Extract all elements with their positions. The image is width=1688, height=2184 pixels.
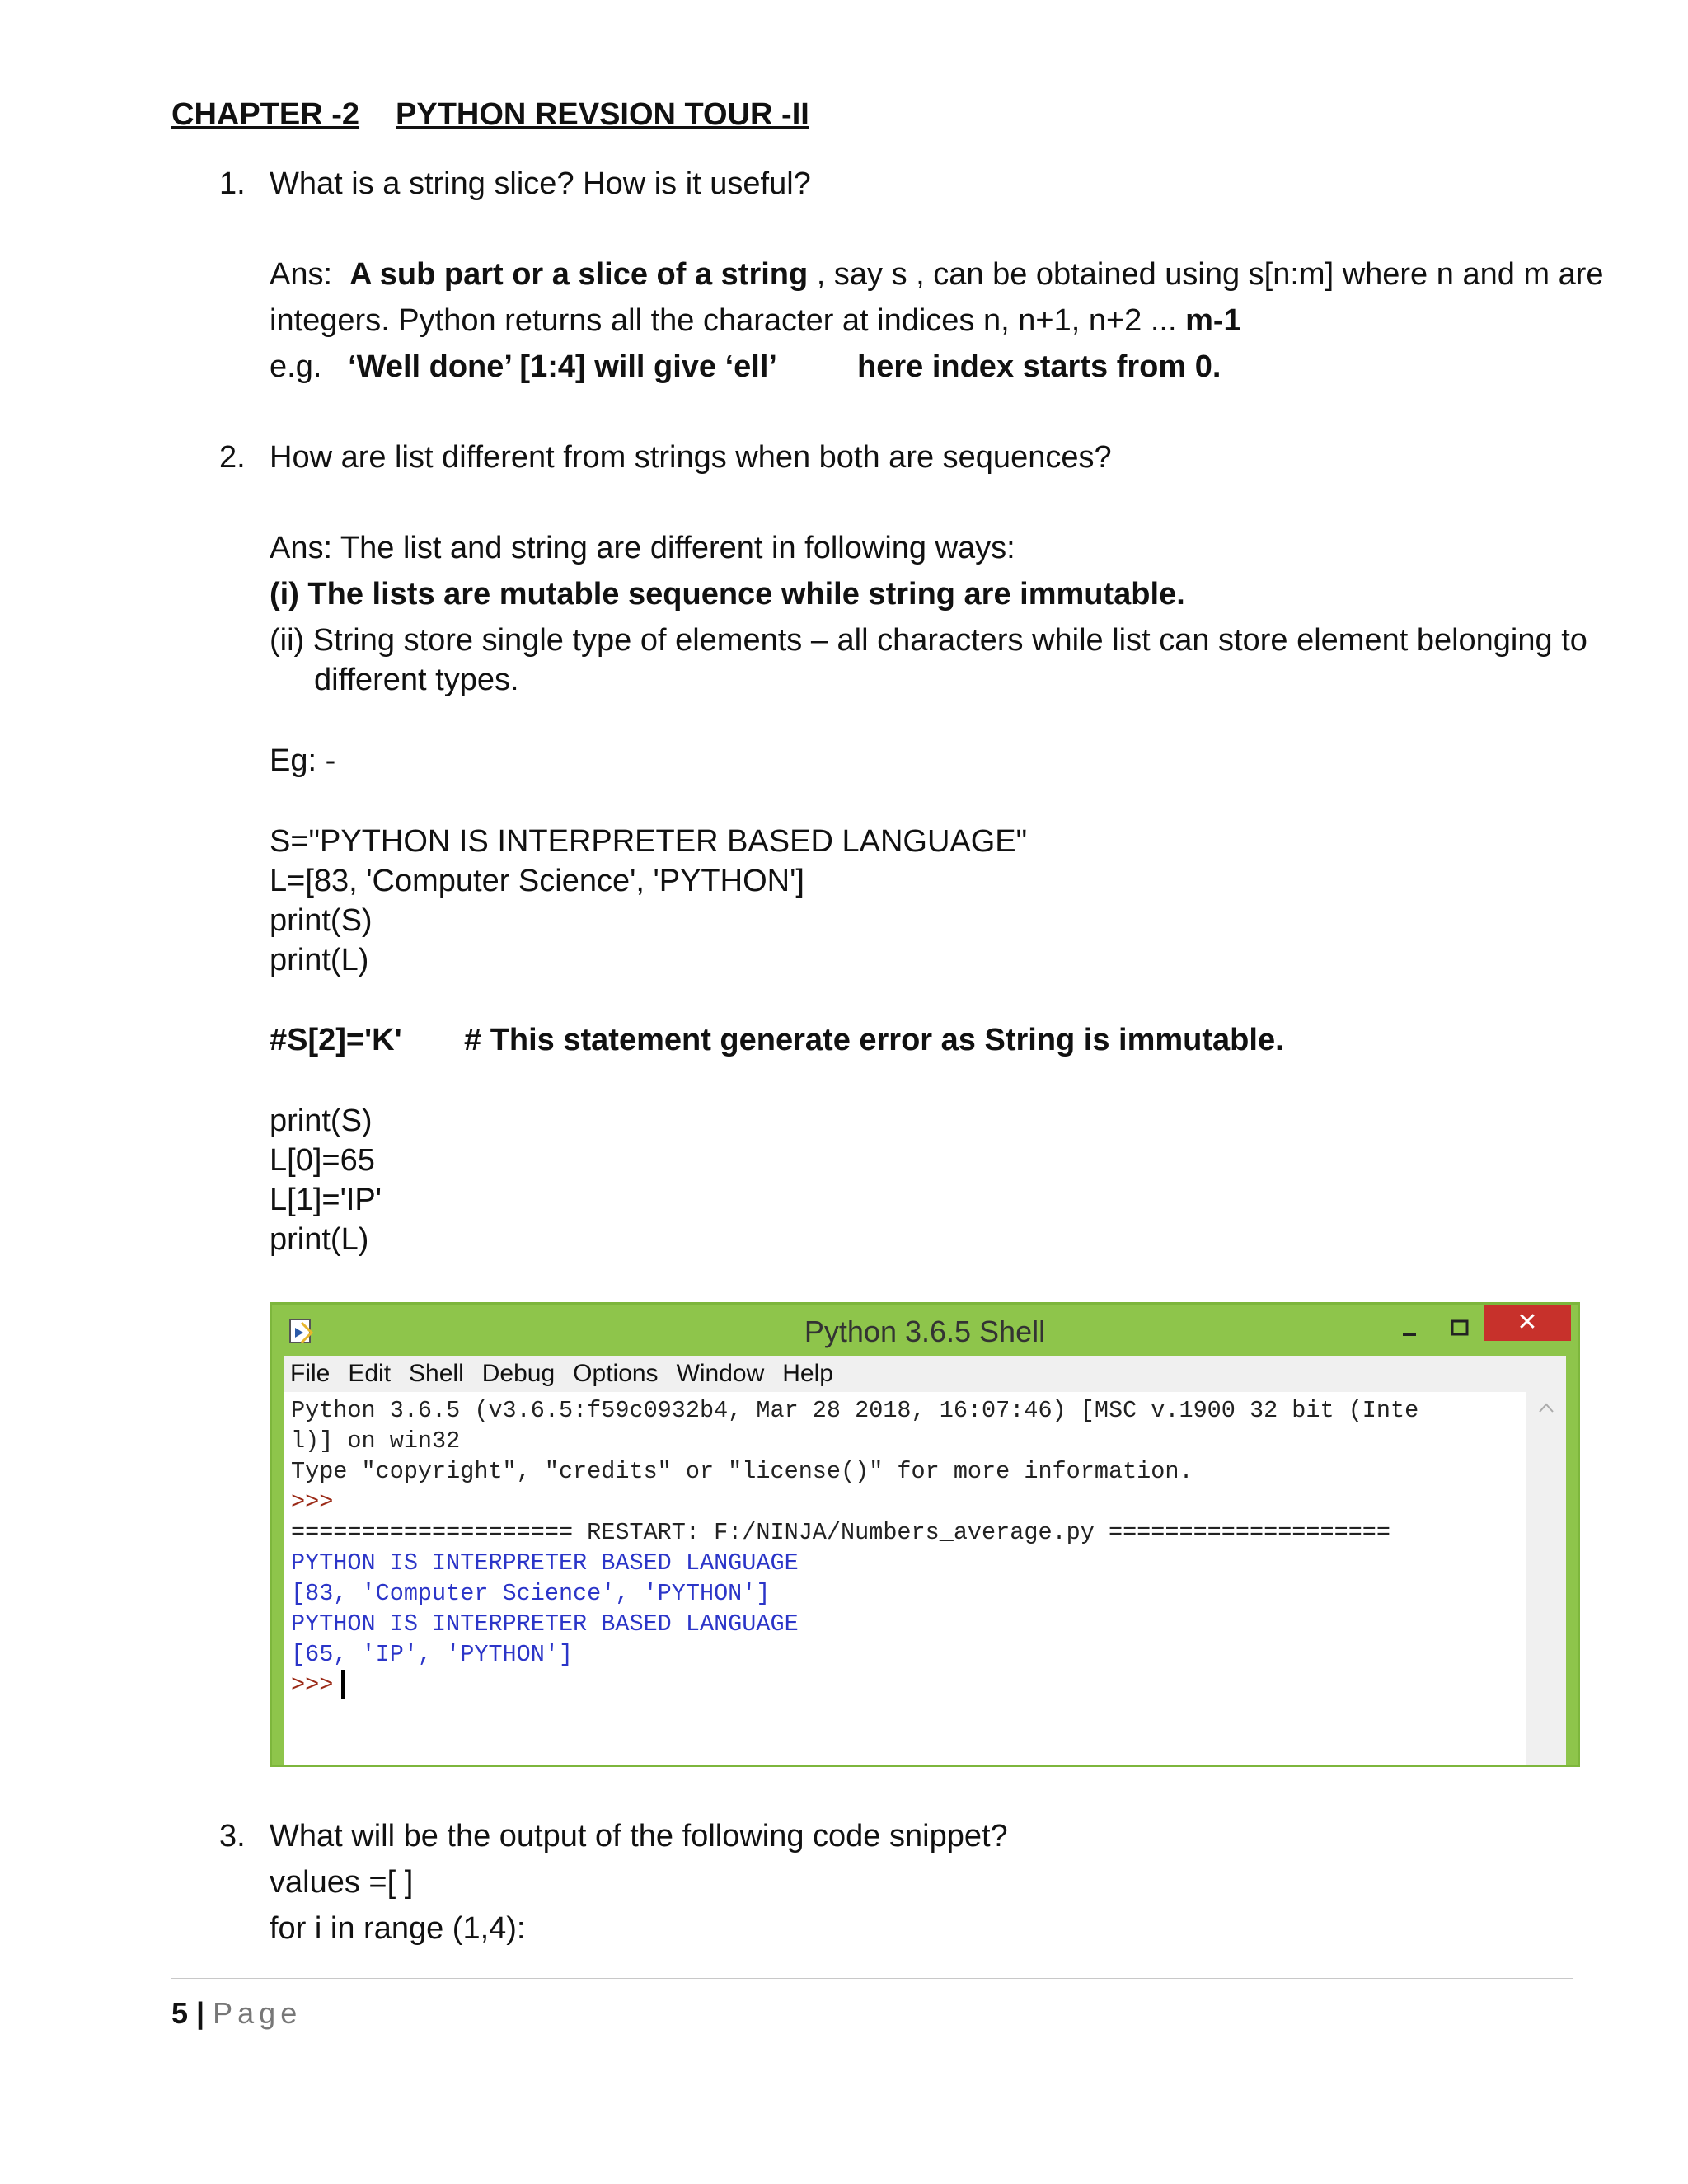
q1-ans-prefix: Ans: (270, 257, 333, 292)
console-output: PYTHON IS INTERPRETER BASED LANGUAGE (291, 1610, 799, 1638)
console-line: l)] on win32 (291, 1427, 461, 1455)
console-line: Type "copyright", "credits" or "license()" for more information. (291, 1458, 1193, 1485)
q2-point2-line2: different types. (314, 663, 519, 697)
q3-number: 3. (219, 1819, 246, 1854)
console-scrollbar[interactable] (1526, 1392, 1566, 1765)
minimize-icon[interactable] (1393, 1318, 1426, 1346)
page-footer (171, 1996, 302, 2031)
q1-ans-bold: A sub part or a slice of a string (349, 257, 809, 292)
q3-question: What will be the output of the following code snippet? (270, 1819, 1008, 1854)
menu-edit[interactable]: Edit (348, 1360, 392, 1387)
menu-help[interactable]: Help (782, 1360, 833, 1387)
shell-menubar (284, 1356, 1566, 1393)
page-number: 5 (171, 1996, 189, 2030)
shell-titlebar[interactable] (272, 1305, 1578, 1356)
menu-file[interactable]: File (290, 1360, 331, 1387)
shell-console[interactable] (284, 1392, 1566, 1765)
code-line: L=[83, 'Computer Science', 'PYTHON'] (270, 864, 804, 898)
comment-text: # This statement generate error as String is immutable. (464, 1023, 1284, 1057)
q1-ans-rest: , say s , can be obtained using s[n:m] where n and m are (816, 257, 1604, 292)
code-line: print(S) (270, 1104, 373, 1138)
code-line: print(L) (270, 943, 369, 977)
console-prompt: >>> (291, 1671, 334, 1699)
q2-point1: (i) The lists are mutable sequence while string are immutable. (270, 577, 1185, 612)
q2-point2-line1: (ii) String store single type of elements – all characters while list can store element belonging to (270, 623, 1587, 658)
menu-shell[interactable]: Shell (409, 1360, 464, 1387)
console-output: [65, 'IP', 'PYTHON'] (291, 1641, 574, 1668)
menu-window[interactable]: Window (676, 1360, 765, 1387)
menu-options[interactable]: Options (573, 1360, 659, 1387)
q2-ans-intro: Ans: The list and string are different in following ways: (270, 531, 1015, 565)
code-line: L[1]='IP' (270, 1183, 382, 1217)
shell-title: Python 3.6.5 Shell (804, 1315, 1046, 1348)
scroll-up-icon[interactable] (1538, 1402, 1554, 1413)
chapter-heading (171, 97, 809, 133)
python-shell-window (270, 1302, 1580, 1767)
code-line: S="PYTHON IS INTERPRETER BASED LANGUAGE" (270, 824, 1028, 859)
q2-number: 2. (219, 440, 246, 475)
chapter-label: CHAPTER -2 (171, 97, 360, 132)
console-output: [83, 'Computer Science', 'PYTHON'] (291, 1580, 771, 1607)
q1-answer-line1 (270, 254, 1604, 295)
code-line: print(S) (270, 903, 373, 938)
console-output: PYTHON IS INTERPRETER BASED LANGUAGE (291, 1549, 799, 1577)
text-cursor (341, 1670, 345, 1699)
q1-eg-prefix: e.g. (270, 349, 322, 384)
close-button[interactable]: ✕ (1484, 1305, 1571, 1341)
q2-eg-label: Eg: - (270, 743, 336, 778)
q1-eg-bold: ‘Well done’ [1:4] will give ‘ell’ (348, 349, 777, 384)
console-line: Python 3.6.5 (v3.6.5:f59c0932b4, Mar 28 2018, 16:07:46) [MSC v.1900 32 bit (Inte (291, 1397, 1419, 1424)
q1-eg-note: here index starts from 0. (857, 349, 1221, 384)
console-restart-line: ==================== RESTART: F:/NINJA/Numbers_average.py ==================== (291, 1519, 1391, 1546)
q1-example (270, 346, 777, 387)
q1-ans-line2: integers. Python returns all the character at indices n, n+1, n+2 ... (270, 303, 1177, 338)
q2-question: How are list different from strings when both are sequences? (270, 440, 1112, 475)
maximize-icon[interactable] (1442, 1315, 1475, 1344)
q1-answer-line2 (270, 300, 1241, 341)
comment-code: #S[2]='K' (270, 1023, 402, 1057)
code-line: print(L) (270, 1222, 369, 1257)
footer-rule (171, 1978, 1573, 1979)
menu-debug[interactable]: Debug (481, 1360, 556, 1387)
console-prompt: >>> (291, 1488, 334, 1516)
q1-question: What is a string slice? How is it useful? (270, 166, 811, 201)
page-word: Page (213, 1996, 302, 2030)
code-line: L[0]=65 (270, 1143, 375, 1178)
code-line: values =[ ] (270, 1865, 414, 1900)
code-line: for i in range (1,4): (270, 1911, 526, 1946)
q1-ans-line2-bold: m-1 (1185, 303, 1241, 338)
q1-number: 1. (219, 166, 246, 201)
footer-separator: | (196, 1996, 205, 2030)
console-active-prompt[interactable] (291, 1670, 345, 1700)
chapter-title: PYTHON REVSION TOUR -II (396, 97, 809, 132)
